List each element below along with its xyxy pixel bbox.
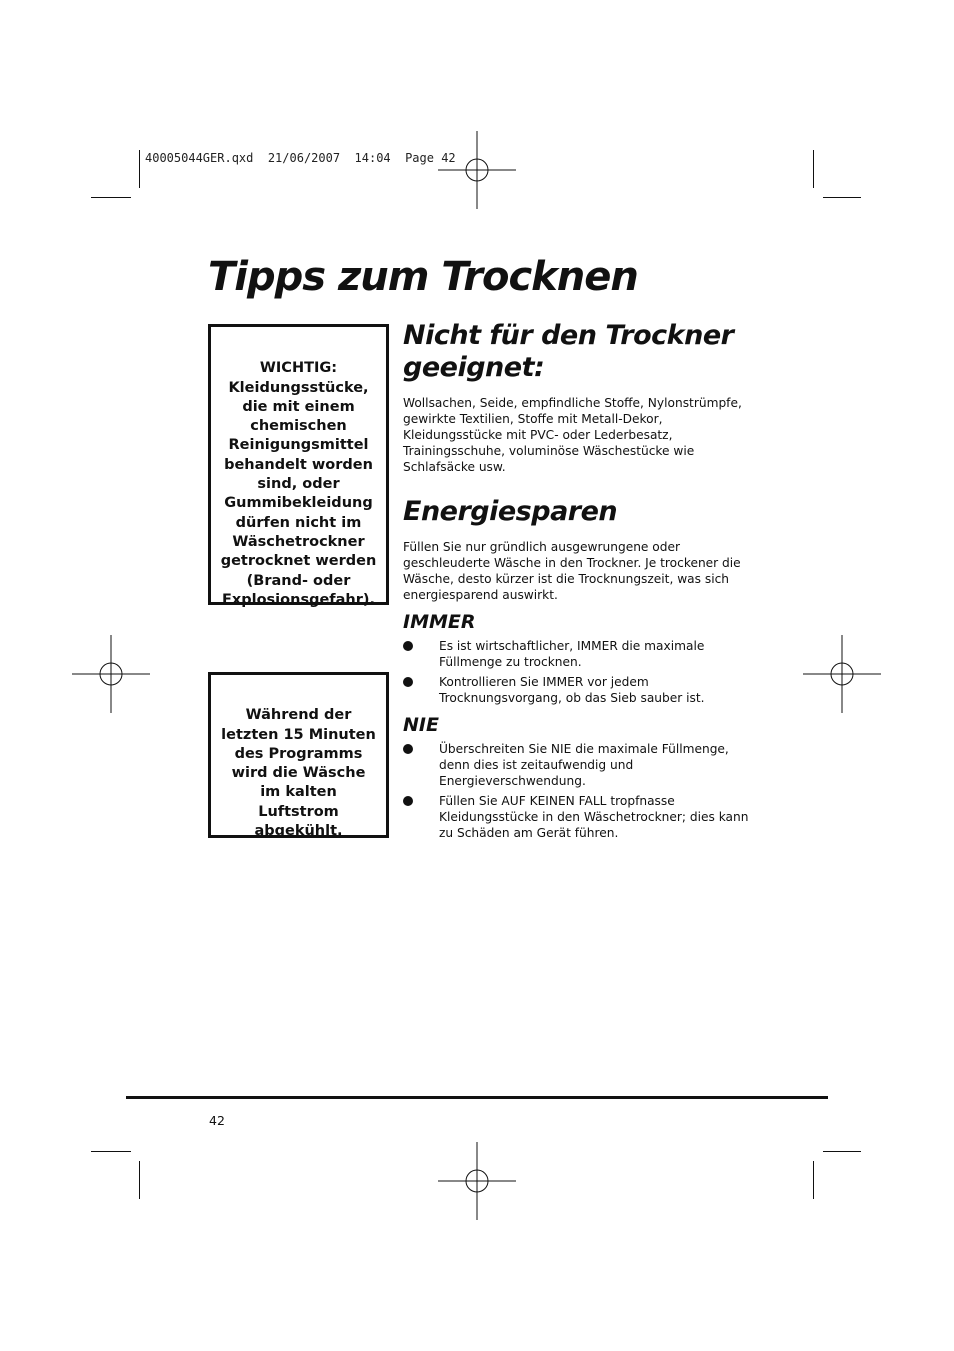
bullet-icon	[403, 677, 413, 687]
registration-mark-right	[803, 635, 881, 713]
always-item-text: Es ist wirtschaftlicher, IMMER die maximale Füllmenge zu trocknen.	[439, 639, 705, 670]
info-box	[208, 672, 389, 838]
warning-text: WICHTIG: Kleidungsstücke, die mit einem chemischen Reinigungsmittel behandelt worden sind, oder Gummibekleidung dürfen nicht im Wäschetrockner getrocknet werden (Brand- oder Explosionsgefahr).	[220, 360, 377, 608]
print-slug: 40005044GER.qxd 21/06/2007 14:04 Page 42	[145, 151, 456, 165]
heading-energy: Energiesparen	[403, 496, 618, 527]
never-item-text: Füllen Sie AUF KEINEN FALL tropfnasse Kleidungsstücke in den Wäschetrockner; dies kann zu Schäden am Gerät führen.	[439, 794, 749, 841]
registration-mark-top	[438, 131, 516, 209]
heading-never: NIE	[403, 714, 439, 736]
bullet-icon	[403, 641, 413, 651]
energy-text: Füllen Sie nur gründlich ausgewrungene oder geschleuderte Wäsche in den Trockner. Je trockener die Wäsche, desto kürzer ist die Trocknungszeit, was sich energiesparend auswirkt.	[403, 540, 741, 603]
footer-rule	[126, 1096, 828, 1099]
bullet-icon	[403, 744, 413, 754]
registration-mark-bottom	[438, 1142, 516, 1220]
page-title: Tipps zum Trocknen	[208, 254, 638, 300]
never-item-text: Überschreiten Sie NIE die maximale Füllmenge, denn dies ist zeitaufwendig und Energieverschwendung.	[439, 742, 729, 789]
heading-not-suitable: Nicht für den Trockner geeignet:	[403, 320, 734, 383]
page-number: 42	[209, 1113, 225, 1128]
registration-mark-left	[72, 635, 150, 713]
warning-box	[208, 324, 389, 608]
always-item-text: Kontrollieren Sie IMMER vor jedem Trocknungsvorgang, ob das Sieb sauber ist.	[439, 675, 705, 706]
not-suitable-text: Wollsachen, Seide, empfindliche Stoffe, Nylonstrümpfe, gewirkte Textilien, Stoffe mit Metall-Dekor, Kleidungsstücke mit PVC- oder Lederbesatz, Trainingsschuhe, voluminöse Wäschestücke wie Schlafsäcke usw.	[403, 396, 742, 475]
bullet-icon	[403, 796, 413, 806]
info-text: Während der letzten 15 Minuten des Programms wird die Wäsche im kalten Luftstrom abgekühlt.	[221, 707, 376, 840]
heading-always: IMMER	[403, 611, 476, 633]
